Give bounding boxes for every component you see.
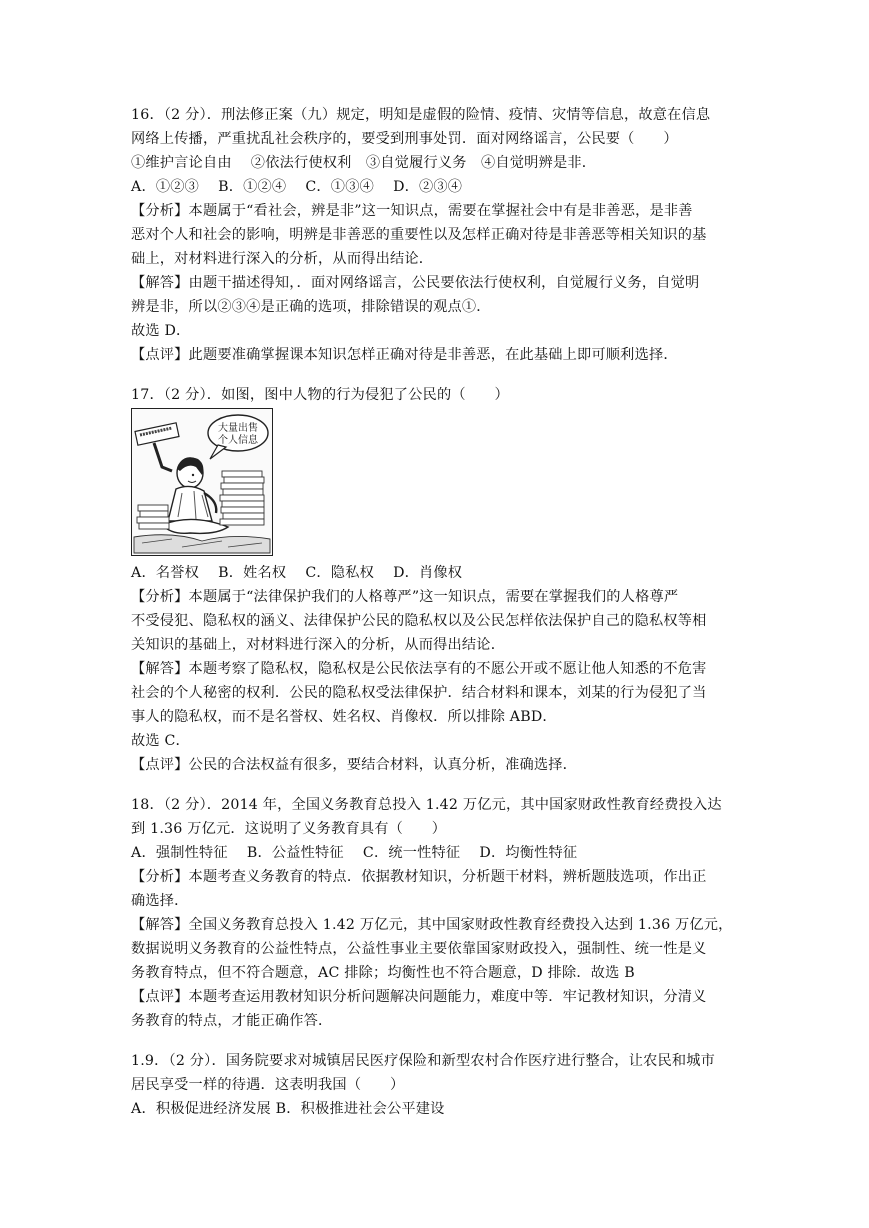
q18-comment: 务教育的特点，才能正确作答． <box>131 1013 333 1029</box>
q16-line: 网络上传播，严重扰乱社会秩序的，要受到刑事处罚．面对网络谣言，公民要（ ） <box>131 131 678 147</box>
q17-choices: A．名誉权 B．姓名权 C．隐私权 D．肖像权 <box>131 565 463 581</box>
bubble-text-line-2: 个人信息 <box>218 435 258 446</box>
bubble-text-line-1: 大量出售 <box>218 423 258 434</box>
q16-comment: 【点评】此题要准确掌握课本知识怎样正确对待是非善恶，在此基础上即可顺利选择． <box>131 347 678 363</box>
q16-analysis: 础上，对材料进行深入的分析，从而得出结论． <box>131 251 434 267</box>
q18-stem: 18．（2 分）．2014 年，全国义务教育总投入 1.42 万亿元，其中国家财政性教育经费投入达 <box>131 797 722 813</box>
q17-answer: 【解答】本题考察了隐私权，隐私权是公民依法享有的不愿公开或不愿让他人知悉的不危害 <box>131 661 707 677</box>
cartoon-image-selling-personal-info <box>131 408 273 556</box>
q17-comment: 【点评】公民的合法权益有很多，要结合材料，认真分析，准确选择． <box>131 757 578 773</box>
q18-choices: A．强制性特征 B．公益性特征 C．统一性特征 D．均衡性特征 <box>131 845 578 861</box>
q17-analysis: 关知识的基础上，对材料进行深入的分析，从而得出结论． <box>131 637 506 653</box>
q16-selection: 故选 D． <box>131 323 191 339</box>
q17-analysis: 【分析】本题属于“法律保护我们的人格尊严”这一知识点，需要在掌握我们的人格尊严 <box>131 589 679 605</box>
q18-stem: 到 1.36 万亿元．这说明了义务教育具有（ ） <box>131 821 447 837</box>
q17-selection: 故选 C． <box>131 733 190 749</box>
q18-analysis: 【分析】本题考查义务教育的特点．依据教材知识，分析题干材料，辨析题肢选项，作出正 <box>131 869 707 885</box>
q18-answer: 务教育特点，但不符合题意，AC 排除；均衡性也不符合题意，D 排除．故选 B <box>131 965 635 981</box>
q16-answer: 【解答】由题干描述得知，．面对网络谣言，公民要依法行使权利，自觉履行义务，自觉明 <box>131 275 700 291</box>
q19-choices: A．积极促进经济发展 B．积极推进社会公平建设 <box>131 1101 445 1117</box>
q16-analysis: 【分析】本题属于“看社会，辨是非”这一知识点，需要在掌握社会中有是非善恶，是非善 <box>131 203 693 219</box>
q18-comment: 【点评】本题考查运用教材知识分析问题解决问题能力，难度中等．牢记教材知识，分清义 <box>131 989 707 1005</box>
q19-stem: 居民享受一样的待遇．这表明我国（ ） <box>131 1077 405 1093</box>
q19-stem: 1.9．（2 分）．国务院要求对城镇居民医疗保险和新型农村合作医疗进行整合，让农民和城市 <box>131 1053 716 1069</box>
q16-options-statements: ①维护言论自由 ②依法行使权利 ③自觉履行义务 ④自觉明辨是非． <box>131 155 597 171</box>
q16-answer: 辨是非，所以②③④是正确的选项，排除错误的观点①． <box>131 299 491 315</box>
q16-choices: A．①②③ B．①②④ C．①③④ D．②③④ <box>131 179 463 195</box>
q16-line: 16．（2 分）．刑法修正案（九）规定，明知是虚假的险情、疫情、灾情等信息，故意在信息 <box>131 107 711 123</box>
q16-analysis: 恶对个人和社会的影响，明辨是非善恶的重要性以及怎样正确对待是非善恶等相关知识的基 <box>131 227 707 243</box>
q18-answer: 数据说明义务教育的公益性特点，公益性事业主要依靠国家财政投入，强制性、统一性是义 <box>131 941 707 957</box>
q17-analysis: 不受侵犯、隐私权的涵义、法律保护公民的隐私权以及公民怎样依法保护自己的隐私权等相 <box>131 613 707 629</box>
q17-answer: 社会的个人秘密的权利．公民的隐私权受法律保护．结合材料和课本，刘某的行为侵犯了当 <box>131 685 707 701</box>
q17-stem: 17．（2 分）．如图，图中人物的行为侵犯了公民的（ ） <box>131 387 509 403</box>
q17-answer: 事人的隐私权，而不是名誉权、姓名权、肖像权．所以排除 ABD． <box>131 709 557 725</box>
q18-analysis: 确选择． <box>131 893 189 909</box>
q18-answer: 【解答】全国义务教育总投入 1.42 万亿元，其中国家财政性教育经费投入达到 1.36 万亿元， <box>131 917 733 933</box>
